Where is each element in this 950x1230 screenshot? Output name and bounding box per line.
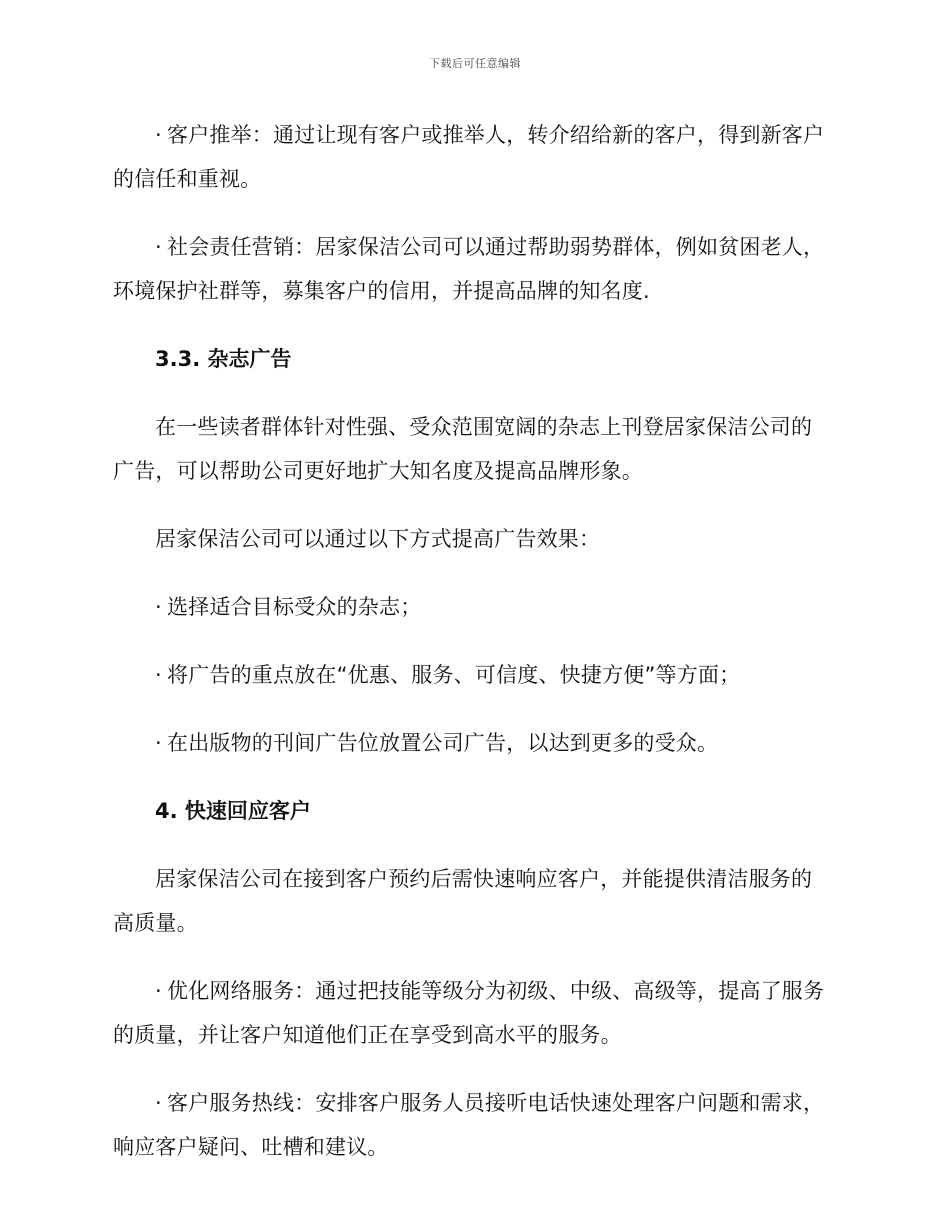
bullet-paragraph-service-hotline: [113, 1081, 833, 1169]
bullet-symbol: ·: [155, 731, 162, 755]
section-heading-quick-response: 4. 快速回应客户: [155, 799, 311, 823]
header-note: 下载后可任意编辑: [429, 57, 521, 70]
section-heading-magazine-ads: 3.3. 杂志广告: [155, 347, 292, 371]
bullet-symbol: ·: [155, 123, 162, 147]
bullet-paragraph-choose-magazine: [113, 585, 833, 629]
paragraph-magazine-ads-intro: 在一些读者群体针对性强、受众范围宽阔的杂志上刊登居家保洁公司的广告，可以帮助公司更好地扩大知名度及提高品牌形象。: [113, 415, 813, 483]
bullet-symbol: ·: [155, 663, 162, 687]
bullet-paragraph-optimize-service: [113, 969, 833, 1057]
paragraph-text: 将广告的重点放在“优惠、服务、可信度、快捷方便”等方面；: [167, 663, 741, 687]
bullet-symbol: ·: [155, 235, 162, 259]
paragraph-text: 选择适合目标受众的杂志；: [167, 595, 422, 619]
bullet-symbol: ·: [155, 979, 162, 1003]
bullet-symbol: ·: [155, 1091, 162, 1115]
bullet-paragraph-ad-placement: [113, 721, 833, 765]
bullet-paragraph-ad-focus: [113, 653, 833, 697]
document-body: [113, 113, 833, 1193]
paragraph-text: 客户推举：通过让现有客户或推举人，转介绍给新的客户，得到新客户的信任和重视。: [113, 123, 825, 191]
paragraph-text: 客户服务热线：安排客户服务人员接听电话快速处理客户问题和需求，响应客户疑问、吐槽和建议。: [113, 1091, 825, 1159]
bullet-paragraph-social-responsibility: [113, 225, 833, 313]
paragraph-text: 社会责任营销：居家保洁公司可以通过帮助弱势群体，例如贫困老人，环境保护社群等，募集客户的信用，并提高品牌的知名度.: [113, 235, 825, 303]
paragraph-ad-effect-methods: 居家保洁公司可以通过以下方式提高广告效果：: [155, 527, 601, 551]
paragraph-text: 在出版物的刊间广告位放置公司广告，以达到更多的受众。: [167, 731, 719, 755]
paragraph-quick-response-intro: 居家保洁公司在接到客户预约后需快速响应客户，并能提供清洁服务的高质量。: [113, 867, 813, 935]
bullet-paragraph-customer-referral: [113, 113, 833, 201]
paragraph-text: 优化网络服务：通过把技能等级分为初级、中级、高级等，提高了服务的质量，并让客户知道他们正在享受到高水平的服务。: [113, 979, 825, 1047]
bullet-symbol: ·: [155, 595, 162, 619]
